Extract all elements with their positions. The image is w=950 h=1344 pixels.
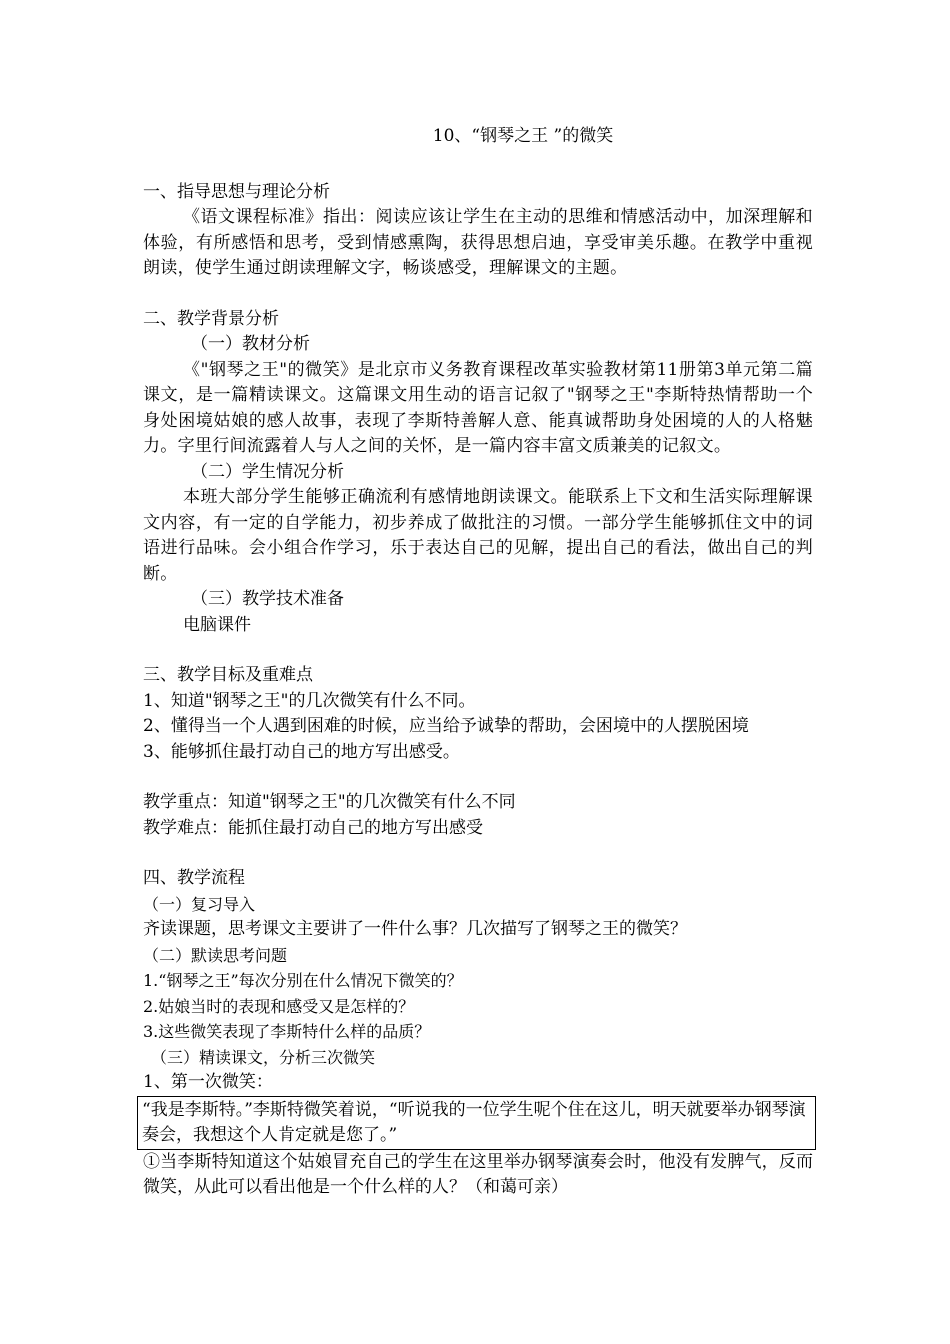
section-heading-process: 四、教学流程 <box>143 868 245 888</box>
section-heading-background: 二、教学背景分析 <box>143 308 279 329</box>
key-point: 教学重点：知道"钢琴之王"的几次微笑有什么不同 <box>143 792 516 812</box>
subheading-tech-preparation: （三）教学技术准备 <box>191 589 344 609</box>
step-heading-silent-reading: （二）默读思考问题 <box>143 945 288 965</box>
step-heading-close-reading: （三）精读课文，分析三次微笑 <box>151 1047 376 1067</box>
spacer <box>143 841 813 866</box>
subheading-textbook-analysis: （一）教材分析 <box>191 334 310 354</box>
question-item: 1.“钢琴之王”每次分别在什么情况下微笑的？ <box>143 971 463 990</box>
document-page <box>143 124 813 1201</box>
section-heading-goals: 三、教学目标及重难点 <box>143 665 313 685</box>
page-title: 10、“钢琴之王 ”的微笑 <box>432 126 614 146</box>
paragraph-guiding-thought: 《语文课程标准》指出：阅读应该让学生在主动的思维和情感活动中，加深理解和体验，有所感悟和思考，受到情感熏陶，获得思想启迪，享受审美乐趣。在教学中重视朗读，使学生通过朗读理解文字，畅谈感受，理解课文的主题。 <box>143 207 813 278</box>
goal-item: 1、知道"钢琴之王"的几次微笑有什么不同。 <box>143 690 476 711</box>
step-review-text: 齐读课题，思考课文主要讲了一件什么事？几次描写了钢琴之王的微笑？ <box>143 919 687 939</box>
subheading-student-analysis: （二）学生情况分析 <box>191 461 344 482</box>
difficult-point: 教学难点：能抓住最打动自己的地方写出感受 <box>143 817 483 838</box>
quote-text: “我是李斯特。”李斯特微笑着说，“听说我的一位学生呢个住在这儿，明天就要举办钢琴演奏会，我想这个人肯定就是您了。” <box>142 1099 806 1145</box>
goal-item: 2、懂得当一个人遇到困难的时候，应当给予诚挚的帮助，会困境中的人摆脱困境 <box>143 716 749 736</box>
question-item: 2.姑娘当时的表现和感受又是怎样的？ <box>143 996 415 1016</box>
spacer <box>143 282 813 307</box>
analysis-paragraph: ①当李斯特知道这个姑娘冒充自己的学生在这里举办钢琴演奏会时，他没有发脾气，反而微笑，从此可以看出他是一个什么样的人？（和蔼可亲） <box>143 1151 813 1197</box>
first-smile-label: 1、第一次微笑： <box>143 1072 273 1092</box>
quote-box <box>137 1096 816 1150</box>
paragraph-textbook-analysis: 《"钢琴之王"的微笑》是北京市义务教育课程改革实验教材第11册第3单元第二篇课文，是一篇精读课文。这篇课文用生动的语言记叙了"钢琴之王"李斯特热情帮助一个身处困境姑娘的感人故事，表现了李斯特善解人意、能真诚帮助身处困境的人的人格魅力。字里行间流露着人与人之间的关怀，是一篇内容丰富文质兼美的记叙文。 <box>143 359 814 456</box>
step-heading-review: （一）复习导入 <box>143 894 256 914</box>
goal-item: 3、能够抓住最打动自己的地方写出感受。 <box>143 741 460 762</box>
tech-preparation-text: 电脑课件 <box>183 614 251 635</box>
spacer <box>143 765 813 790</box>
spacer <box>143 638 813 663</box>
section-heading-guiding-thought: 一、指导思想与理论分析 <box>143 181 330 202</box>
question-item: 3.这些微笑表现了李斯特什么样的品质？ <box>143 1022 431 1041</box>
paragraph-student-analysis: 本班大部分学生能够正确流利有感情地朗读课文。能联系上下文和生活实际理解课文内容，有一定的自学能力，初步养成了做批注的习惯。一部分学生能够抓住文中的词语进行品味。会小组合作学习，乐于表达自己的见解，提出自己的看法，做出自己的判断。 <box>143 487 813 584</box>
